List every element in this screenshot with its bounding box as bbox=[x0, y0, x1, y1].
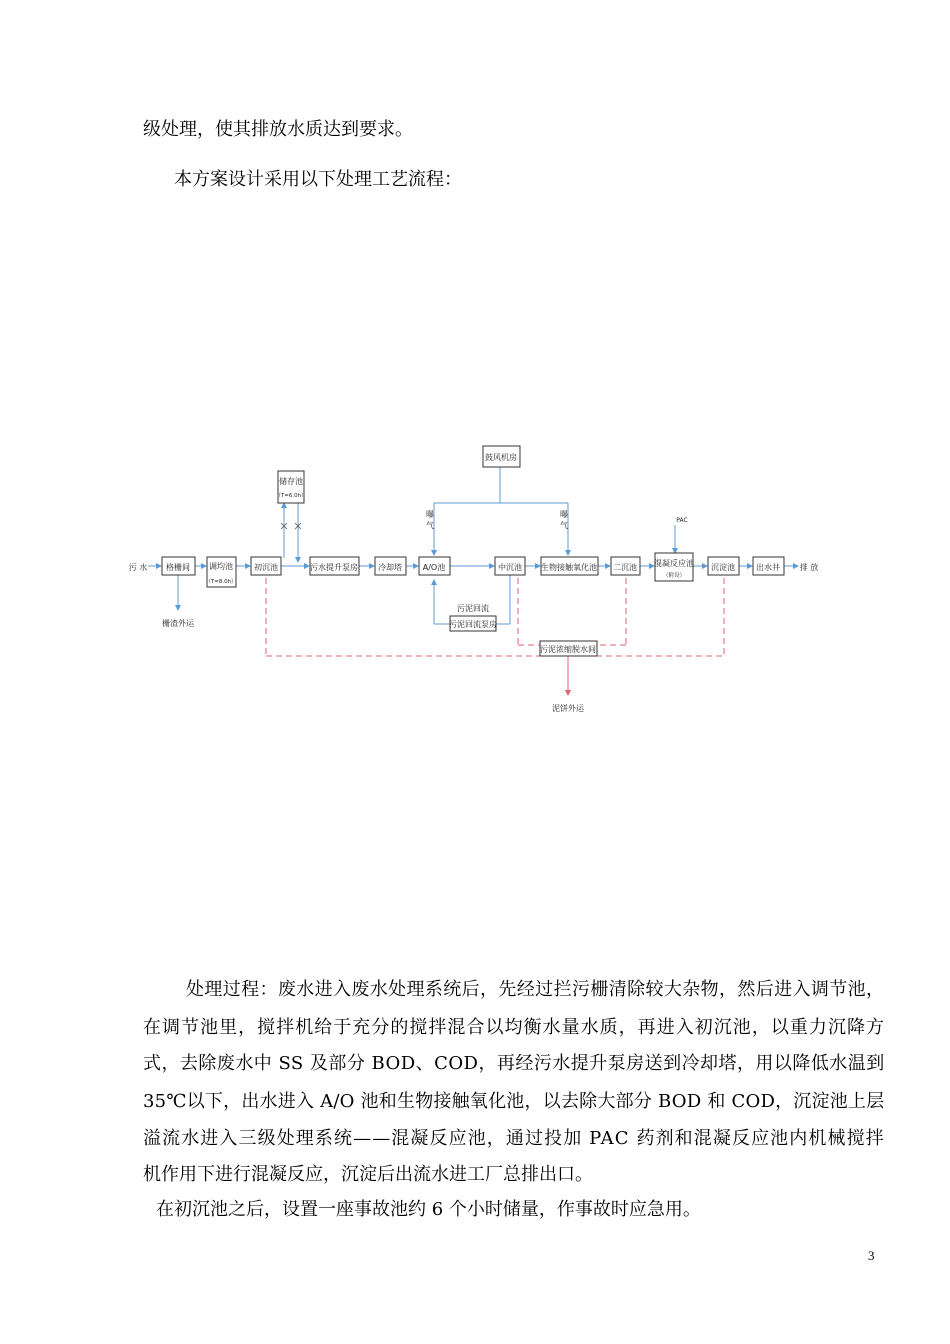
label-dewater: 污泥浓缩脱水间 bbox=[540, 645, 596, 654]
label-aeration-2 bbox=[560, 509, 568, 530]
aeration-1-char: 气 bbox=[426, 521, 434, 530]
sludge-lines bbox=[266, 578, 724, 695]
label-coag-note: （附设） bbox=[662, 573, 686, 579]
process-line-6: 机作用下进行混凝反应，沉淀后出流水进工厂总排出口。 bbox=[143, 1164, 593, 1185]
label-pump: 污水提升泵房 bbox=[310, 563, 358, 572]
label-sludge-return: 污泥回流 bbox=[457, 604, 489, 613]
label-equalization: 调均池 bbox=[209, 562, 233, 571]
label-storage-note: （T=6.0h） bbox=[275, 493, 307, 499]
label-equalization-note: （T=8.0h） bbox=[205, 579, 237, 585]
label-screen-out: 栅渣外运 bbox=[162, 619, 194, 628]
label-primary: 初沉池 bbox=[254, 563, 278, 572]
label-bio: 生物接触氧化池 bbox=[541, 563, 597, 572]
page-number: 3 bbox=[868, 1248, 875, 1263]
intro-line-2: 本方案设计采用以下处理工艺流程： bbox=[174, 169, 462, 190]
aeration-labels bbox=[426, 509, 568, 530]
label-secondary: 二沉池 bbox=[613, 563, 637, 572]
aeration-2-char: 气 bbox=[560, 521, 568, 530]
intro-line-1: 级处理，使其排放水质达到要求。 bbox=[143, 119, 413, 140]
main-flow-lines bbox=[148, 467, 798, 624]
label-well: 出水井 bbox=[756, 563, 780, 572]
label-mid: 中沉池 bbox=[498, 563, 522, 572]
aeration-2-char: 曝 bbox=[560, 510, 568, 519]
process-line-4: 35℃以下，出水进入 A/O 池和生物接触氧化池，以去除大部分 BOD 和 COD，沉淀池上层 bbox=[143, 1091, 885, 1112]
diagram-labels bbox=[129, 452, 819, 713]
label-aeration-1 bbox=[426, 509, 434, 530]
label-pac: PAC bbox=[676, 517, 688, 524]
label-source: 污 水 bbox=[128, 563, 148, 572]
process-line-3: 式，去除废水中 SS 及部分 BOD、COD，再经污水提升泵房送到冷却塔，用以降低水温到 bbox=[143, 1053, 885, 1074]
label-screen: 格栅间 bbox=[166, 563, 190, 572]
label-blower: 鼓风机房 bbox=[485, 453, 517, 462]
emergency-note: 在初沉池之后，设置一座事故池约 6 个小时储量，作事故时应急用。 bbox=[156, 1199, 701, 1220]
label-cooling: 冷却塔 bbox=[378, 563, 402, 572]
label-discharge: 排 放 bbox=[799, 563, 819, 572]
process-line-1: 处理过程：废水进入废水处理系统后，先经过拦污栅清除较大杂物，然后进入调节池， bbox=[186, 979, 885, 1000]
label-coag: 混凝反应池 bbox=[654, 559, 694, 568]
label-storage: 储存池 bbox=[279, 477, 303, 486]
label-cake-out: 泥饼外运 bbox=[552, 704, 584, 713]
process-line-2: 在调节池里，搅拌机给于充分的搅拌混合以均衡水量水质，再进入初沉池，以重力沉降方 bbox=[143, 1017, 886, 1038]
label-return-pump: 污泥回流泵房 bbox=[449, 620, 497, 629]
aeration-1-char: 曝 bbox=[426, 510, 434, 519]
label-settle: 沉淀池 bbox=[711, 563, 735, 572]
label-ao: A/O池 bbox=[422, 563, 446, 572]
process-line-5: 溢流水进入三级处理系统——混凝反应池，通过投加 PAC 药剂和混凝反应池内机械搅拌 bbox=[143, 1128, 885, 1149]
